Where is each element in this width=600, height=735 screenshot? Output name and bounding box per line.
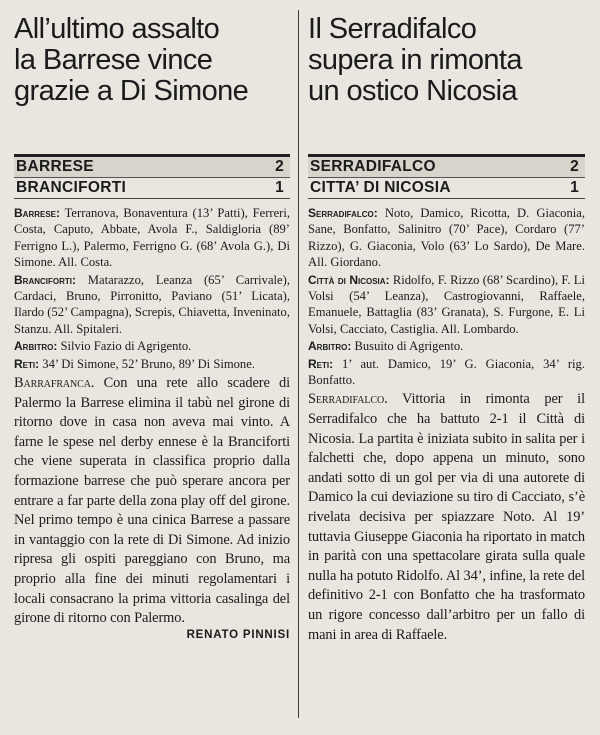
right-scoreboard: [308, 154, 585, 199]
right-article-body: [308, 390, 585, 645]
left-lineups: [14, 205, 290, 372]
right-home-team: SERRADIFALCO: [310, 158, 436, 175]
left-lineup-home: Barrese: Terranova, Bonaventura (13’ Patti), Ferreri, Costa, Caputo, Abbate, Avola F., Saldigloria (89’ Ferrigno L.), Palermo, Ferrigno G. (68’ Avola G.), Di Simone. All. Costa.: [14, 206, 291, 270]
right-away-team: CITTA’ DI NICOSIA: [310, 179, 451, 196]
left-byline: RENATO PINNISI: [186, 628, 290, 641]
left-headline: All’ultimo assalto la Barrese vince grazie a Di Simone: [14, 13, 249, 107]
left-lineup-away: Branciforti: Matarazzo, Leanza (65’ Carrivale), Cardaci, Bruno, Pirronitto, Paviano (51’ Licata), Ilardo (52’ Campagna), Screpis, Chiavetta, Inveninato, Stanzu. All. Spitaleri.: [14, 272, 290, 336]
left-home-goals: 2: [275, 158, 284, 175]
left-home-team: BARRESE: [16, 158, 94, 175]
right-home-goals: 2: [570, 158, 579, 175]
left-scoreboard: [14, 154, 290, 199]
left-score-home: [14, 154, 290, 178]
right-score-home: [308, 154, 585, 178]
left-referee: Arbitro: Silvio Fazio di Agrigento.: [14, 339, 192, 354]
right-referee: Arbitro: Busuito di Agrigento.: [308, 339, 464, 354]
right-lineup-away: Città di Nicosia: Ridolfo, F. Rizzo (68’ Scardino), F. Li Volsi (54’ Leanza), Castrogiovanni, Raffaele, Emanuele, Battaglia (83’ Granata), S. Furgone, E. Li Volsi, Cacciato, Castiglia. All. Lombardo.: [308, 272, 585, 336]
left-article-column: [14, 0, 290, 641]
right-score-away: [308, 178, 585, 199]
left-away-team: BRANCIFORTI: [16, 179, 127, 196]
left-article-text: Con una rete allo scadere di Palermo la Barrese elimina il tabù nel girone di ritorno dove in casa non aveva mai vinto. A farne le spese nel derby ennese è la Branciforti che viene superata in classifica proprio dalla formazione barrese che può sperare ancora per entrare a far parte della zona play off del girone. Nel primo tempo è una cinica Barrese a passare in vantaggio con la rete di Di Simone. Ad inizio ripresa gli ospiti pareggiano con Bruno, ma proprio alla fine dei minuti regolamentari i locali consacrano la prima vittoria casalinga del girone di ritorno con Palermo.: [14, 375, 291, 627]
right-dateline: Serradifalco.: [308, 391, 388, 408]
left-dateline: Barrafranca.: [14, 375, 95, 392]
left-goals: Reti: 34’ Di Simone, 52’ Bruno, 89’ Di Simone.: [14, 356, 255, 371]
right-lineups: [308, 205, 585, 388]
right-headline: Il Serradifalco supera in rimonta un ostico Nicosia: [308, 13, 522, 107]
left-article-body: [14, 374, 290, 629]
right-lineup-home: Serradifalco: Noto, Damico, Ricotta, D. Giaconia, Sane, Bonfatto, Salinitro (70’ Pace), Cordaro (77’ Rizzo), G. Giaconia, Volo (63’ Lo Sardo), De Mare. All. Giordano.: [308, 206, 585, 270]
right-away-goals: 1: [570, 179, 579, 196]
column-divider: [298, 10, 299, 718]
right-article-text: Vittoria in rimonta per il Serradifalco che ha battuto 2-1 il Città di Nicosia. La partita è iniziata subito in salita per i falchetti che, dopo appena un minuto, sono andati sotto di un gol per via di una autorete di Damico la cui deviazione su tiro di Cacciato, s’è rivelata decisiva per spiazzare Noto. Al 19’ tuttavia Giuseppe Giaconia ha riportato in match in parità con una spettacolare girata sulla quale nulla ha potuto Ridolfo. Al 34’, infine, la rete del definitivo 2-1 con Bonfatto che ha trasformato un rigore concesso dall’arbitro per un fallo di mani in area di Raffaele.: [308, 391, 585, 643]
right-article-column: [308, 0, 585, 645]
left-away-goals: 1: [275, 179, 284, 196]
right-goals: Reti: 1’ aut. Damico, 19’ G. Giaconia, 34’ rig. Bonfatto.: [308, 356, 585, 388]
left-score-away: [14, 178, 290, 199]
